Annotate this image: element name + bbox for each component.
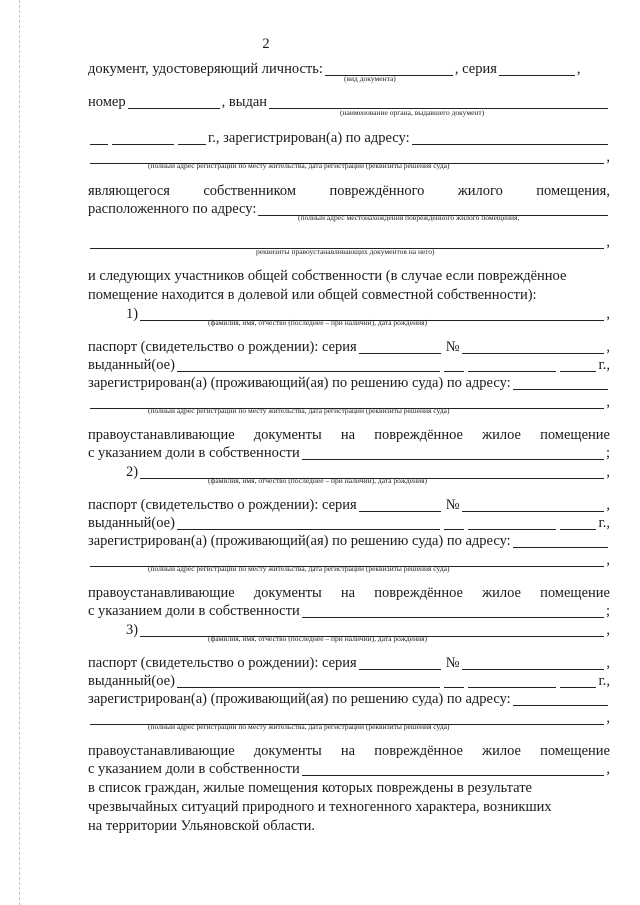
participant-1-name-line: 1) , [126,306,610,322]
participant-1-share-field[interactable] [302,446,604,460]
participant-3-address-field[interactable] [513,692,608,706]
owner-line: являющегося собственником повреждённого жилого помещения, [88,183,610,199]
participant-2-address-field[interactable] [513,534,608,548]
closing-text-2: чрезвычайных ситуаций природного и техногенного характера, возникших [88,799,552,815]
participant-2-day-field[interactable] [444,516,464,530]
document-series-field[interactable] [499,62,575,76]
damaged-address-caption: (полный адрес местонахождения повреждённого жилого помещения, [298,213,520,222]
issue-year-field[interactable] [178,131,206,145]
registration-caption: (полный адрес регистрации по месту жительства, дата регистрации (реквизиты решения суда) [148,161,450,170]
participant-2-name-line: 2) , [126,464,610,480]
participant-2-month-field[interactable] [468,516,556,530]
participant-2-issued-line: выданный(ое) г., [88,515,610,531]
participant-3-month-field[interactable] [468,674,556,688]
participant-1-issued-line: выданный(ое) г., [88,357,610,373]
participant-3-reg-caption: (полный адрес регистрации по месту жительства, дата регистрации (реквизиты решения суда) [148,722,450,731]
participant-1-address-line-2: , [88,391,610,411]
participant-3-issuer-field[interactable] [177,674,440,688]
participant-1-month-field[interactable] [468,358,556,372]
participant-3-registered-line: зарегистрирован(а) (проживающий(ая) по решению суда) по адресу: [88,688,610,708]
issue-day-field[interactable] [90,131,108,145]
issue-month-field[interactable] [112,131,174,145]
participant-2-year-field[interactable] [560,516,596,530]
participant-1-number-field[interactable] [462,340,605,354]
issuer-field[interactable] [269,95,608,109]
participant-1-series-field[interactable] [359,340,441,354]
participant-2-issuer-field[interactable] [177,516,440,530]
participant-3-series-field[interactable] [359,656,441,670]
participant-1-reg-caption: (полный адрес регистрации по месту жительства, дата регистрации (реквизиты решения суда) [148,406,450,415]
issue-date-address-line: г., зарегистрирован(а) по адресу: [88,127,610,147]
participant-3-name-line: 3) , [126,622,610,638]
participant-1-issuer-field[interactable] [177,358,440,372]
participant-1-day-field[interactable] [444,358,464,372]
participant-3-day-field[interactable] [444,674,464,688]
participant-2-address-line-2: , [88,549,610,569]
identity-document-line: документ, удостоверяющий личность: , серия , [88,61,581,77]
participant-3-caption: (фамилия, имя, отчество (последнее – при наличии), дата рождения) [208,634,428,643]
participants-intro-1: и следующих участников общей собственности (в случае если повреждённое [88,268,567,284]
title-documents-line: , [88,231,610,251]
closing-text-1: в список граждан, жилые помещения которых повреждены в результате [88,780,532,796]
damaged-property-line: расположенного по адресу: [88,198,610,218]
participant-2-registered-line: зарегистрирован(а) (проживающий(ая) по решению суда) по адресу: [88,530,610,550]
participant-3-address-line-2: , [88,707,610,727]
participant-2-share-field[interactable] [302,604,604,618]
participant-3-share-line: с указанием доли в собственности , [88,761,610,777]
document-type-caption: (вид документа) [344,74,396,83]
participant-2-series-field[interactable] [359,498,441,512]
participant-1-rights-line: правоустанавливающие документы на повреждённое жилое помещение [88,427,610,443]
page-fold-edge [19,0,20,905]
participant-2-passport-line: паспорт (свидетельство о рождении): серия № , [88,497,610,513]
participant-3-rights-line: правоустанавливающие документы на повреждённое жилое помещение [88,743,610,759]
participant-2-caption: (фамилия, имя, отчество (последнее – при наличии), дата рождения) [208,476,428,485]
registration-address-line-2: , [88,146,610,166]
participant-1-address-field[interactable] [513,376,608,390]
participant-2-reg-caption: (полный адрес регистрации по месту жительства, дата регистрации (реквизиты решения суда) [148,564,450,573]
participant-1-year-field[interactable] [560,358,596,372]
participant-1-passport-line: паспорт (свидетельство о рождении): серия № , [88,339,610,355]
participant-2-share-line: с указанием доли в собственности ; [88,603,610,619]
participant-3-number-field[interactable] [462,656,605,670]
participant-3-passport-line: паспорт (свидетельство о рождении): серия № , [88,655,610,671]
closing-text-3: на территории Ульяновской области. [88,818,316,834]
participant-1-caption: (фамилия, имя, отчество (последнее – при наличии), дата рождения) [208,318,428,327]
participant-1-share-line: с указанием доли в собственности ; [88,445,610,461]
registration-address-field[interactable] [412,131,608,145]
participant-2-number-field[interactable] [462,498,605,512]
title-documents-caption: реквизиты правоустанавливающих документов на него) [256,247,435,256]
participant-3-share-field[interactable] [302,762,605,776]
issuer-caption: (наименование органа, выдавшего документ) [340,108,485,117]
participant-2-rights-line: правоустанавливающие документы на повреждённое жилое помещение [88,585,610,601]
document-number-line: номер , выдан [88,91,610,111]
participants-intro-2: помещение находится в долевой или общей совместной собственности): [88,287,537,303]
participant-3-issued-line: выданный(ое) г., [88,673,610,689]
document-number-field[interactable] [128,95,220,109]
participant-3-year-field[interactable] [560,674,596,688]
participant-1-registered-line: зарегистрирован(а) (проживающий(ая) по решению суда) по адресу: [88,372,610,392]
page-number: 2 [262,36,270,52]
